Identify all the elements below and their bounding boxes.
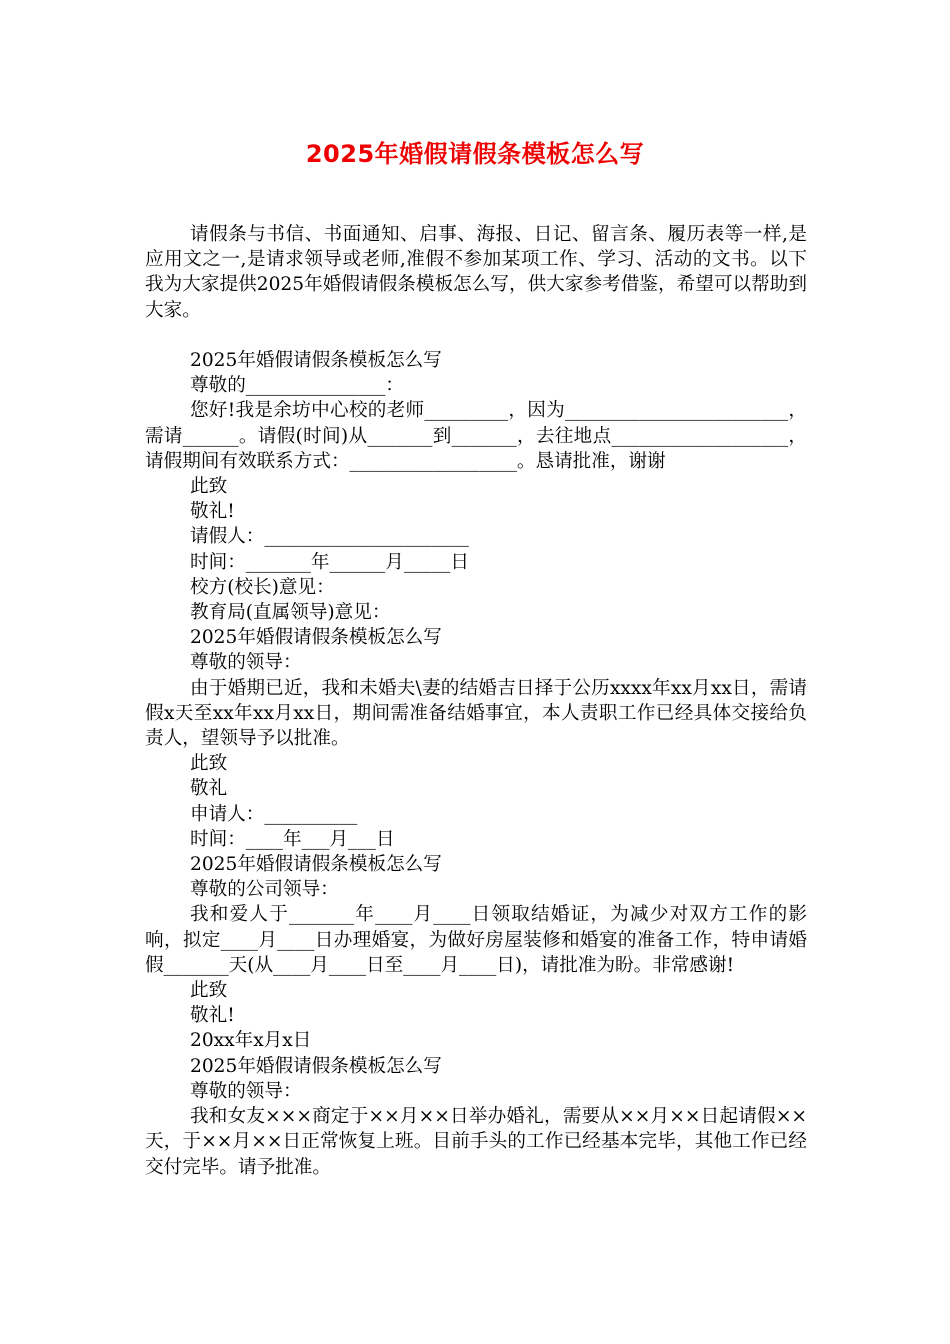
template2-applicant: 申请人：__________ bbox=[190, 803, 358, 825]
template2-salutation: 尊敬的领导： bbox=[190, 652, 302, 674]
template2-closing-2: 敬礼 bbox=[190, 778, 228, 800]
document-title: 2025年婚假请假条模板怎么写 bbox=[305, 140, 645, 168]
template4-salutation: 尊敬的领导： bbox=[190, 1080, 302, 1102]
document-body bbox=[145, 222, 807, 1180]
template1-applicant: 请假人：______________________ bbox=[190, 526, 469, 548]
template1-school-opinion: 校方(校长)意见： bbox=[190, 576, 335, 598]
template3-date: 20xx年x月x日 bbox=[190, 1030, 312, 1052]
template3-salutation: 尊敬的公司领导： bbox=[190, 879, 339, 901]
template1-salutation: 尊敬的_______________： bbox=[190, 375, 404, 397]
paragraph-gap bbox=[145, 323, 807, 348]
template4-heading: 2025年婚假请假条模板怎么写 bbox=[190, 1055, 442, 1077]
template4-body: 我和女友×××商定于××月××日举办婚礼，需要从××月××日起请假××天，于××月××日正常恢复上班。目前手头的工作已经基本完毕，其他工作已经交付完毕。请予批准。 bbox=[145, 1106, 807, 1178]
template1-closing-2: 敬礼! bbox=[190, 501, 235, 523]
template2-closing-1: 此致 bbox=[190, 753, 228, 775]
template1-heading: 2025年婚假请假条模板怎么写 bbox=[190, 350, 442, 371]
template2-heading: 2025年婚假请假条模板怎么写 bbox=[190, 627, 442, 649]
template2-date: 时间：____年___月___日 bbox=[190, 828, 395, 850]
template1-bureau-opinion: 教育局(直属领导)意见： bbox=[190, 602, 391, 624]
template1-date: 时间：_______年______月_____日 bbox=[190, 551, 469, 573]
template3-closing-2: 敬礼! bbox=[190, 1005, 235, 1027]
template1-body: 您好!我是余坊中心校的老师_________，因为________________________，需请______。请假(时间)从_______到_______，去往地点___________________，请假期间有效联系方式：__________________。恳请批准，谢谢 bbox=[145, 400, 807, 472]
template3-closing-1: 此致 bbox=[190, 980, 228, 1002]
template3-heading: 2025年婚假请假条模板怎么写 bbox=[190, 854, 442, 876]
template3-body: 我和爱人于_______年____月____日领取结婚证，为减少对双方工作的影响，拟定____月____日办理婚宴，为做好房屋装修和婚宴的准备工作，特申请婚假_______天(从____月____日至____月____日)，请批准为盼。非常感谢! bbox=[145, 904, 807, 976]
template2-body: 由于婚期已近，我和未婚夫\妻的结婚吉日择于公历xxxx年xx月xx日，需请假x天至xx年xx月xx日，期间需准备结婚事宜，本人责职工作已经具体交接给负责人，望领导予以批准。 bbox=[145, 677, 807, 750]
intro-paragraph: 请假条与书信、书面通知、启事、海报、日记、留言条、履历表等一样,是应用文之一,是请求领导或老师,准假不参加某项工作、学习、活动的文书。以下我为大家提供2025年婚假请假条模板怎么写，供大家参考借鉴，希望可以帮助到大家。 bbox=[145, 224, 807, 321]
template1-closing-1: 此致 bbox=[190, 476, 228, 498]
